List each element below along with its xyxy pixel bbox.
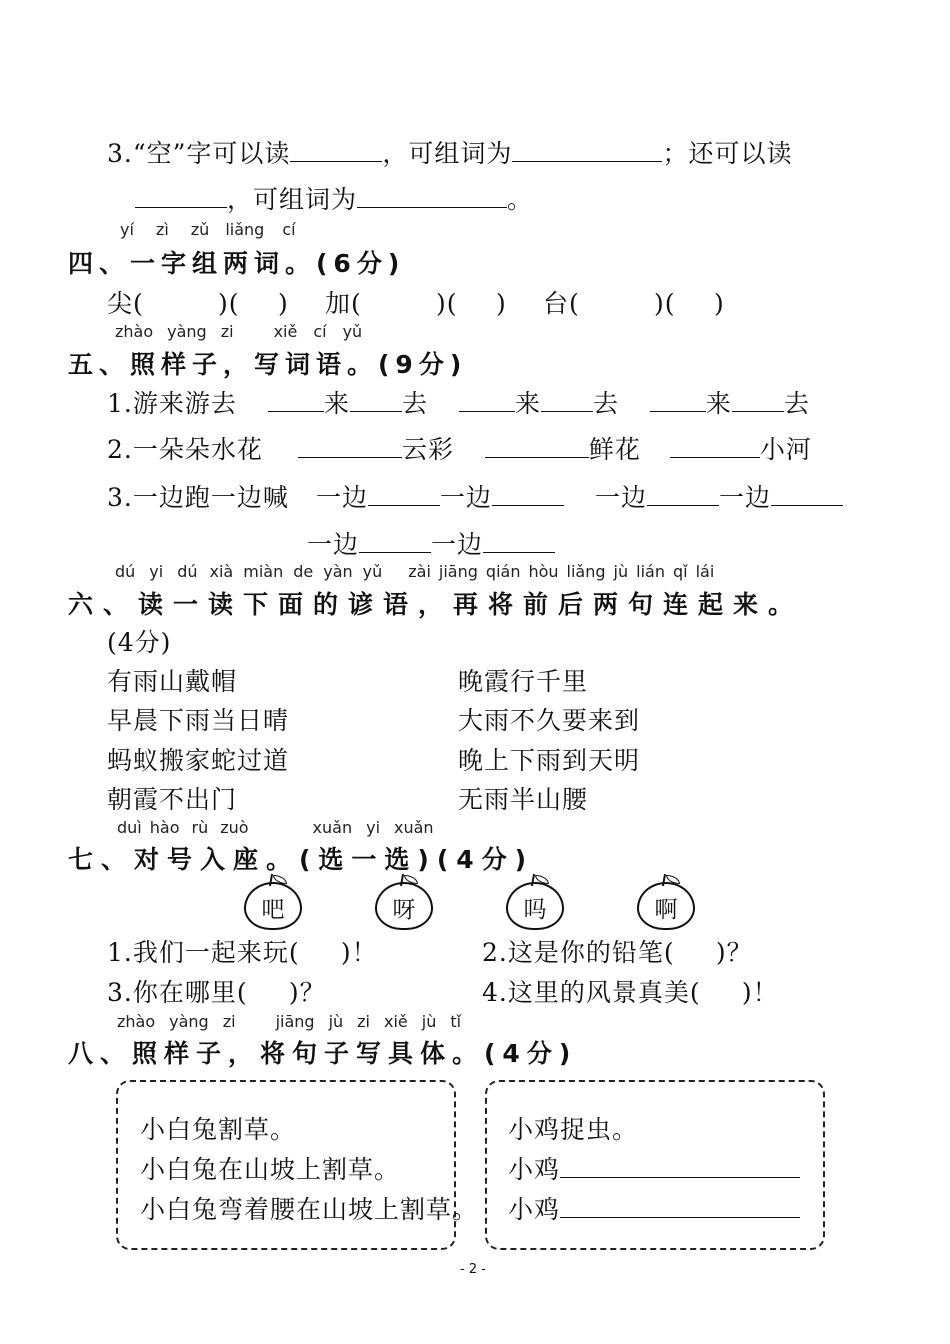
apple-word-a[interactable]: 啊 — [637, 874, 693, 924]
section5-row1: 1.游来游去 来 去 来 去 来 去 — [107, 389, 810, 418]
proverb-left-4[interactable]: 朝霞不出门 — [107, 785, 238, 814]
section8-pinyin: zhào yàng zi jiāng jù zi xiě jù tǐ — [117, 1012, 462, 1031]
section6-score: (4分) — [107, 628, 172, 657]
section7-pinyin: duì hào rù zuò xuǎn yi xuǎn — [117, 818, 434, 837]
section5-title: 五、照样子，写词语。(9分) — [68, 350, 468, 379]
section5-row3: 3.一边跑一边喊 一边 一边 一边 一边 — [107, 478, 843, 514]
q3-line1: 3.“空”字可以读 ，可组词为 ；还可以读 — [107, 139, 793, 168]
example-sentence-3: 小白兔弯着腰在山坡上割草。 — [140, 1195, 479, 1224]
section4-items: 尖( )( ) 加( )( ) 台( )( ) — [107, 289, 725, 318]
example-sentence-2: 小白兔在山坡上割草。 — [140, 1155, 401, 1184]
section4-pinyin: yí zì zǔ liǎng cí — [120, 220, 296, 239]
proverb-right-3[interactable]: 晚上下雨到天明 — [458, 746, 641, 775]
section7-q4: 4.这里的风景真美( )！ — [482, 978, 779, 1007]
proverb-right-4[interactable]: 无雨半山腰 — [458, 785, 589, 814]
answer-blank-1[interactable] — [560, 1155, 800, 1178]
apple-word-ma[interactable]: 吗 — [506, 874, 562, 924]
section6-title: 六、读一读下面的谚语，再将前后两句连起来。 — [68, 590, 804, 619]
page-number: - 2 - — [460, 1262, 486, 1277]
q3-blank-3[interactable] — [135, 185, 227, 208]
proverb-left-1[interactable]: 有雨山戴帽 — [107, 667, 238, 696]
proverb-right-1[interactable]: 晚霞行千里 — [458, 667, 589, 696]
proverb-left-3[interactable]: 蚂蚁搬家蛇过道 — [107, 746, 290, 775]
answer-line-2: 小鸡 — [508, 1190, 800, 1226]
q3-line2: ，可组词为 。 — [135, 180, 533, 216]
answer-blank-2[interactable] — [560, 1195, 800, 1218]
apple-word-ba[interactable]: 吧 — [244, 874, 300, 924]
q3-blank-2[interactable] — [512, 139, 662, 162]
section7-q2: 2.这是你的铅笔( )？ — [482, 938, 753, 967]
answer-line-1: 小鸡 — [508, 1150, 800, 1186]
section5-row3-cont: 一边 一边 — [307, 525, 555, 561]
section8-title: 八、照样子，将句子写具体。(4分) — [68, 1039, 578, 1068]
section7-q3: 3.你在哪里( )？ — [107, 978, 326, 1007]
section4-title: 四、一字组两词。(6分) — [68, 249, 406, 278]
section6-pinyin: dú yi dú xià miàn de yàn yǔ zài jiāng qián hòu liǎng jù lián qǐ lái — [115, 562, 715, 581]
section5-pinyin: zhào yàng zi xiě cí yǔ — [115, 322, 363, 341]
proverb-right-2[interactable]: 大雨不久要来到 — [458, 706, 641, 735]
section7-title: 七、对号入座。(选一选)(4分) — [68, 845, 535, 874]
q3-blank-4[interactable] — [357, 185, 507, 208]
example-sentence-1: 小白兔割草。 — [140, 1115, 297, 1144]
section5-row2: 2.一朵朵水花 云彩 鲜花 小河 — [107, 435, 812, 464]
q3-blank-1[interactable] — [290, 139, 382, 162]
section7-q1: 1.我们一起来玩( )！ — [107, 938, 378, 967]
proverb-left-2[interactable]: 早晨下雨当日晴 — [107, 706, 290, 735]
apple-word-ya[interactable]: 呀 — [375, 874, 431, 924]
answer-sentence-1: 小鸡捉虫。 — [508, 1115, 639, 1144]
